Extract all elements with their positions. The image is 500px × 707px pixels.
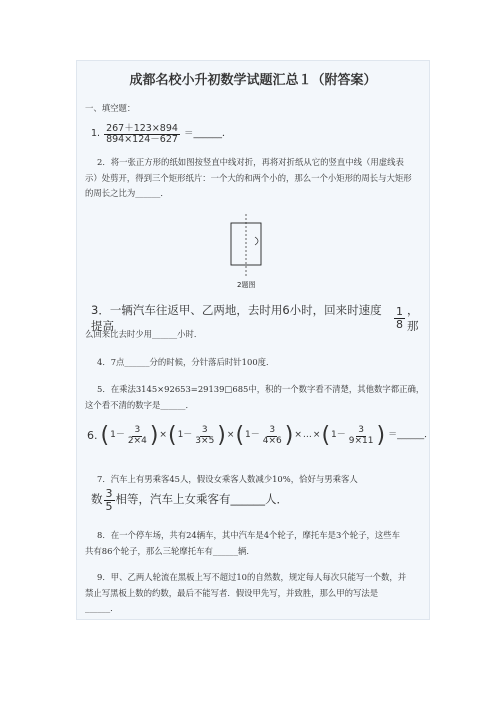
q6-term1-den: 2×4 xyxy=(127,435,147,446)
q3-frac-den: 8 xyxy=(395,318,403,331)
q8-line1: 8．在一个停车场，共有24辆车，其中汽车是4个轮子，摩托车是3个轮子，这些车 xyxy=(97,530,401,540)
q6-term2-num: 3 xyxy=(201,425,208,436)
q7-frac-num: 3 xyxy=(105,487,113,500)
q6-term3-num: 3 xyxy=(269,425,276,436)
q2-line3: 的周长之比为______． xyxy=(85,188,169,198)
q6-term3-frac xyxy=(261,426,284,446)
question-2 xyxy=(85,155,425,202)
q8-line2: 共有86个轮子，那么三轮摩托车有______辆． xyxy=(85,545,255,556)
q6-times-1: × xyxy=(159,430,167,441)
question-4: 4．7点______分的时候，分针落后时针100度． xyxy=(97,357,275,367)
q6-paren-close-1: ) xyxy=(149,423,159,448)
q1-fraction xyxy=(104,124,180,145)
q5-line2: 这个看不清的数字是______． xyxy=(85,399,194,410)
q6-dots: … xyxy=(302,430,312,441)
q6-paren-open-1: ( xyxy=(100,423,110,448)
q7-frac-den: 5 xyxy=(105,499,113,513)
q3-frac-num: 1 xyxy=(395,305,403,319)
section-heading: 一、填空题： xyxy=(85,103,136,113)
q6-times-3: × xyxy=(294,430,302,441)
q7-pre: 数 xyxy=(91,492,103,507)
q6-number: 6. xyxy=(87,428,98,442)
q2-figure xyxy=(227,211,277,291)
q6-times-4: × xyxy=(312,430,321,441)
q2-line1: 2．将一张正方形的纸如图按竖直中线对折，再将对折纸从它的竖直中线（用虚线表 xyxy=(97,157,404,167)
q6-paren-close-3: ) xyxy=(284,423,294,448)
q6-paren-close-2: ) xyxy=(217,423,226,448)
q6-paren-open-3: ( xyxy=(235,423,245,448)
q2-line2: 示）处剪开，得到三个矩形纸片：一个大的和两个小的，那么一个小矩形的周长与大矩形 xyxy=(85,172,412,183)
q6-term1-frac xyxy=(126,426,149,446)
q7-fraction xyxy=(104,488,115,512)
q6-term4-frac xyxy=(347,426,376,446)
question-1 xyxy=(91,124,231,145)
q6-term4-den: 9×11 xyxy=(348,435,374,446)
q5-line1: 5．在乘法3145×92653=29139□685中，积的一个数字看不清楚，其他数字都正确， xyxy=(97,384,425,394)
question-9 xyxy=(85,570,425,617)
q9-line2: 禁止写黑板上数的约数，最后不能写者．假设甲先写，并致胜，那么甲的写法是 xyxy=(85,587,379,598)
q1-denominator: 894×124－627 xyxy=(106,133,178,145)
q9-line1: 9．甲、乙两人轮流在黑板上写不超过10的自然数，规定每人每次只能写一个数，并 xyxy=(97,572,407,582)
q6-term1-one: 1－ xyxy=(110,430,125,441)
exam-sheet xyxy=(76,60,434,620)
q6-term3-one: 1－ xyxy=(245,430,260,441)
q6-term4-num: 3 xyxy=(358,425,365,436)
q9-line3: ______． xyxy=(85,603,119,613)
q6-term1-num: 3 xyxy=(134,425,141,436)
question-6 xyxy=(87,425,433,447)
q6-paren-open-2: ( xyxy=(167,423,177,448)
q6-term2-one: 1－ xyxy=(177,430,193,441)
q6-term2-den: 3×5 xyxy=(195,435,215,446)
q6-term4-one: 1－ xyxy=(331,430,346,441)
q3-fraction xyxy=(394,306,405,330)
q6-paren-open-4: ( xyxy=(321,423,331,448)
q2-figure-label: 2题图 xyxy=(237,281,256,289)
question-7 xyxy=(91,488,288,512)
q3-text: 3．一辆汽车往返甲、乙两地，去时用6小时，回来时速度提高 xyxy=(91,303,382,333)
q7-tail: 相等，汽车上女乘客有______人． xyxy=(115,492,288,507)
q1-tail: ＝______． xyxy=(183,128,232,140)
q1-number: 1. xyxy=(91,128,101,140)
fold-arrow-icon xyxy=(255,237,258,245)
q6-paren-close-4: ) xyxy=(376,423,386,448)
q7-line1: 7．汽车上有男乘客45人，假设女乘客人数减少10%，恰好与男乘客人 xyxy=(97,474,358,484)
q6-times-2: × xyxy=(226,430,235,441)
question-8 xyxy=(85,528,425,559)
question-5 xyxy=(85,382,425,413)
q6-term3-den: 4×6 xyxy=(262,435,282,446)
q6-term2-frac xyxy=(193,426,216,446)
q3-tail: ，那 xyxy=(406,303,419,333)
q6-tail: ＝______． xyxy=(388,430,434,441)
q3-line2: 么回来比去时少用______小时． xyxy=(85,329,203,339)
page-title: 成都名校小升初数学试题汇总１（附答案） xyxy=(129,73,377,88)
q1-numerator: 267＋123×894 xyxy=(106,123,178,134)
